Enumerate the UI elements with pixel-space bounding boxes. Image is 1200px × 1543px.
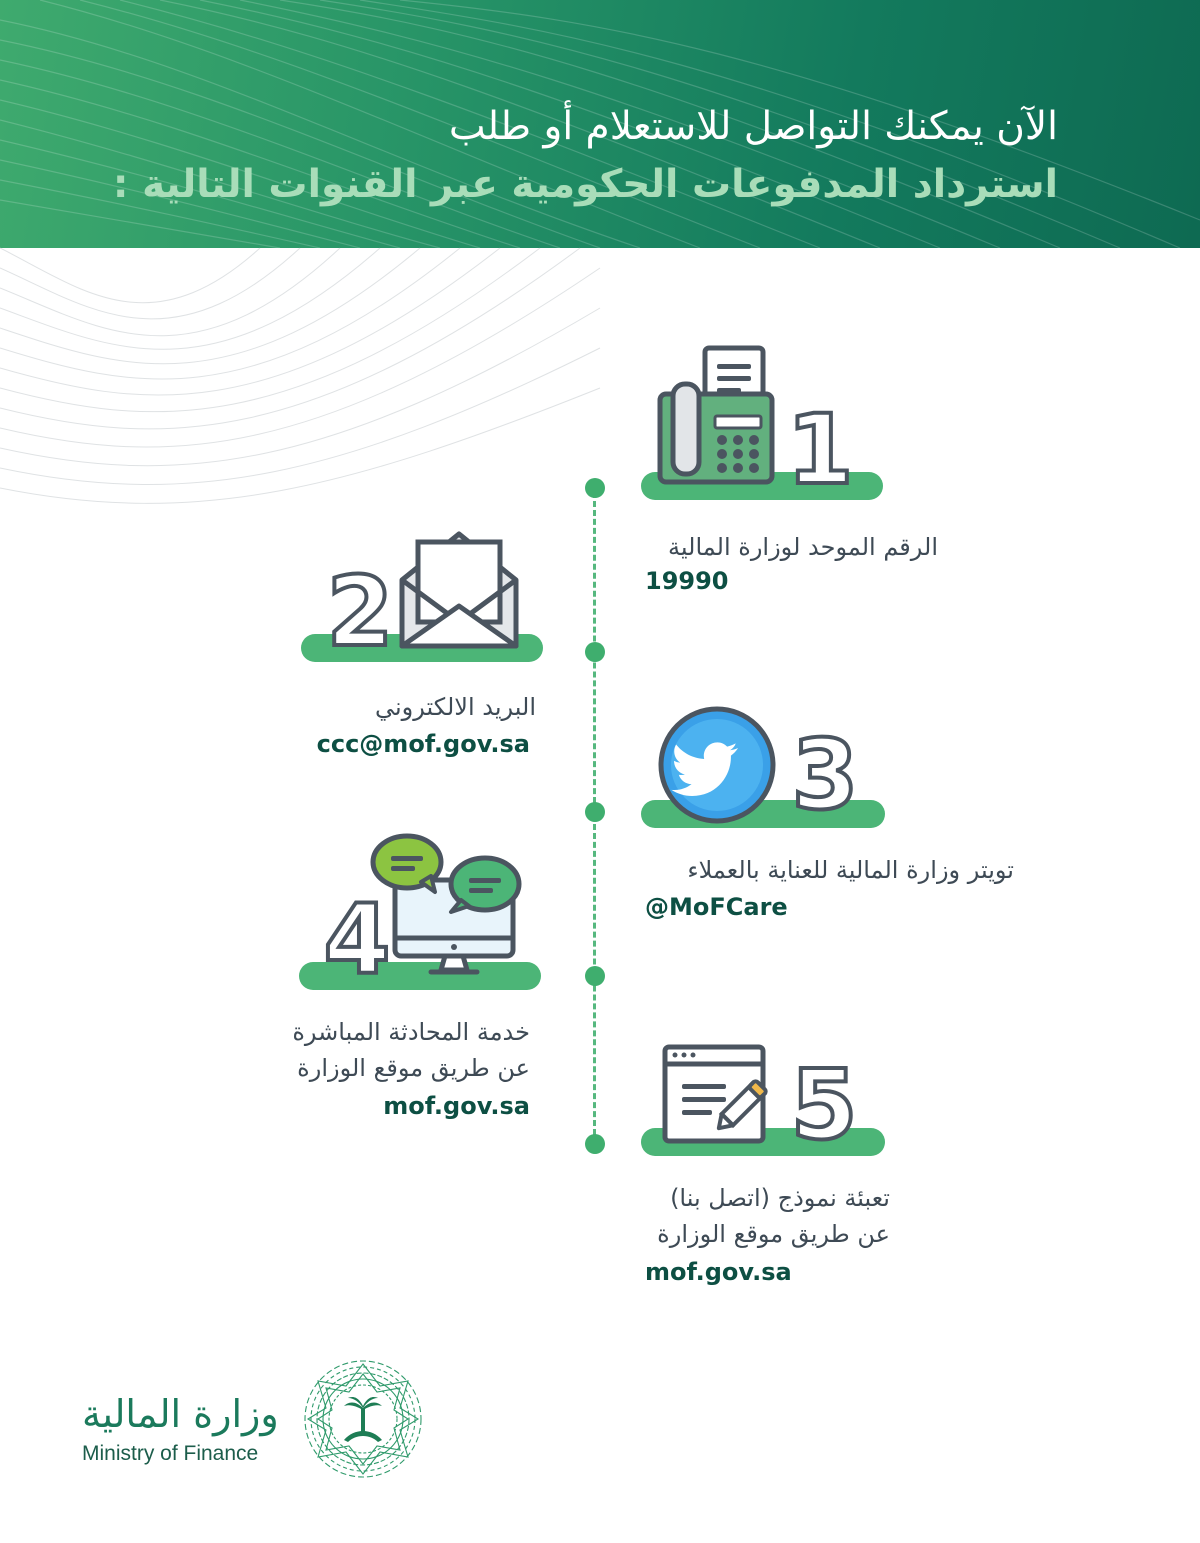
logo-name-arabic: وزارة المالية	[82, 1392, 279, 1436]
channel-4-label-line2: عن طريق موقع الوزارة	[297, 1054, 530, 1082]
timeline-dot	[585, 642, 605, 662]
channel-number-5	[790, 1049, 858, 1161]
header-banner	[0, 0, 1200, 248]
channel-1-label: الرقم الموحد لوزارة المالية	[668, 533, 938, 561]
heading-line-1: الآن يمكنك التواصل للاستعلام أو طلب	[448, 104, 1058, 149]
ministry-emblem-icon	[300, 1356, 426, 1482]
channel-4-label-line1: خدمة المحادثة المباشرة	[292, 1018, 530, 1046]
channel-number-3	[790, 719, 860, 831]
svg-text:4: 4	[323, 884, 391, 996]
timeline-dot	[585, 802, 605, 822]
timeline-dot	[585, 1134, 605, 1154]
svg-text:2: 2	[326, 556, 394, 668]
channel-2-label: البريد الالكتروني	[374, 693, 536, 721]
background-wave-lines	[0, 248, 600, 548]
svg-text:3: 3	[791, 719, 859, 831]
envelope-icon	[394, 522, 524, 654]
channel-number-4	[322, 884, 392, 996]
channel-2-value[interactable]: ccc@mof.gov.sa	[316, 730, 530, 758]
channel-3-value[interactable]: @MoFCare	[645, 893, 788, 921]
fax-phone-icon	[655, 344, 780, 489]
channel-5-label-line2: عن طريق موقع الوزارة	[657, 1220, 890, 1248]
channel-number-2	[325, 556, 395, 668]
timeline-dot	[585, 478, 605, 498]
svg-text:1: 1	[786, 394, 854, 506]
web-form-icon	[660, 1042, 780, 1146]
channel-5-value[interactable]: mof.gov.sa	[645, 1258, 792, 1286]
svg-text:5: 5	[790, 1049, 858, 1161]
channel-number-1	[786, 394, 854, 506]
logo-name-english: Ministry of Finance	[82, 1442, 259, 1465]
channel-1-value[interactable]: 19990	[645, 567, 729, 595]
twitter-icon	[655, 703, 779, 827]
channel-4-value[interactable]: mof.gov.sa	[383, 1092, 530, 1120]
heading-line-2: استرداد المدفوعات الحكومية عبر القنوات التالية :	[112, 162, 1058, 207]
timeline-dot	[585, 966, 605, 986]
channel-3-label: تويتر وزارة المالية للعناية بالعملاء	[687, 856, 1014, 884]
channel-5-label-line1: تعبئة نموذج (اتصل بنا)	[670, 1184, 890, 1212]
